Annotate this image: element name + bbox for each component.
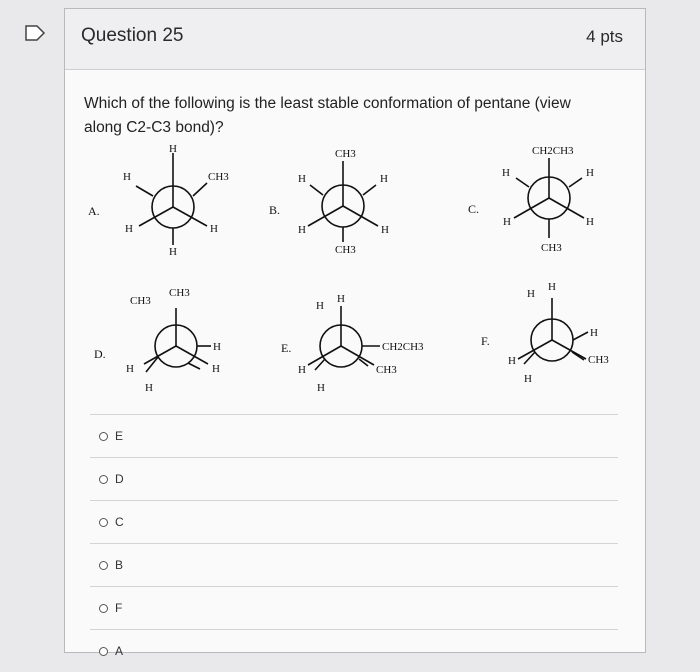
option-e-label: H xyxy=(298,364,306,376)
radio-button[interactable] xyxy=(99,432,108,441)
option-f-label: H xyxy=(527,288,535,300)
radio-button[interactable] xyxy=(99,647,108,656)
option-c-label: H xyxy=(503,216,511,228)
radio-button[interactable] xyxy=(99,561,108,570)
option-letter-e: E. xyxy=(281,341,292,355)
newman-projections xyxy=(76,140,636,400)
option-f-label: CH3 xyxy=(588,354,609,366)
answer-label: F xyxy=(115,601,123,615)
option-c-label: H xyxy=(586,167,594,179)
answer-label: B xyxy=(115,558,124,572)
option-d-label: H xyxy=(145,382,153,394)
option-a-label: H xyxy=(169,246,177,258)
radio-button[interactable] xyxy=(99,604,108,613)
option-b-label: CH3 xyxy=(335,244,356,256)
option-b-label: H xyxy=(298,224,306,236)
answer-label: E xyxy=(115,429,124,443)
answer-label: C xyxy=(115,515,124,529)
answer-option-a[interactable] xyxy=(90,629,618,672)
answer-option-b[interactable] xyxy=(90,543,618,586)
option-e-label: CH3 xyxy=(376,364,397,376)
question-text: Which of the following is the least stable conformation of pentane (view along C2-C3 bond)? xyxy=(84,95,571,136)
option-f-label: H xyxy=(548,281,556,293)
question-points: 4 pts xyxy=(586,27,623,46)
option-a-label: CH3 xyxy=(208,171,229,183)
answer-option-e[interactable] xyxy=(90,414,618,457)
option-letter-c: C. xyxy=(468,202,480,216)
newman-projections-figure xyxy=(76,140,636,400)
answer-option-c[interactable] xyxy=(90,500,618,543)
answer-choices xyxy=(90,414,618,672)
option-letter-f: F. xyxy=(481,334,490,348)
answer-option-d[interactable] xyxy=(90,457,618,500)
option-a-label: H xyxy=(210,223,218,235)
option-letter-a: A. xyxy=(88,204,100,218)
radio-button[interactable] xyxy=(99,518,108,527)
answer-option-f[interactable] xyxy=(90,586,618,629)
option-e-label: H xyxy=(337,293,345,305)
option-b-label: H xyxy=(380,173,388,185)
option-d-label: H xyxy=(213,341,221,353)
option-c-label: H xyxy=(586,216,594,228)
question-header xyxy=(65,9,645,70)
option-a-label: H xyxy=(123,171,131,183)
option-letter-b: B. xyxy=(269,203,281,217)
option-letter-d: D. xyxy=(94,347,106,361)
option-c-label: H xyxy=(502,167,510,179)
option-f-label: H xyxy=(524,373,532,385)
radio-button[interactable] xyxy=(99,475,108,484)
option-b-label: H xyxy=(381,224,389,236)
option-b-label: H xyxy=(298,173,306,185)
option-e-label: CH2CH3 xyxy=(382,341,424,353)
option-d-label: CH3 xyxy=(130,295,151,307)
option-a-label: H xyxy=(125,223,133,235)
option-f-label: H xyxy=(590,327,598,339)
option-f-label: H xyxy=(508,355,516,367)
option-a-label: H xyxy=(169,143,177,155)
option-b-label: CH3 xyxy=(335,148,356,160)
option-d-label: CH3 xyxy=(169,287,190,299)
answer-label: D xyxy=(115,472,124,486)
option-c-label: CH3 xyxy=(541,242,562,254)
flag-icon[interactable] xyxy=(24,25,46,41)
question-title: Question 25 xyxy=(81,25,184,46)
option-c-label: CH2CH3 xyxy=(532,145,574,157)
option-e-label: H xyxy=(316,300,324,312)
option-e-label: H xyxy=(317,382,325,394)
answer-label: A xyxy=(115,644,124,658)
option-d-label: H xyxy=(212,363,220,375)
option-d-label: H xyxy=(126,363,134,375)
